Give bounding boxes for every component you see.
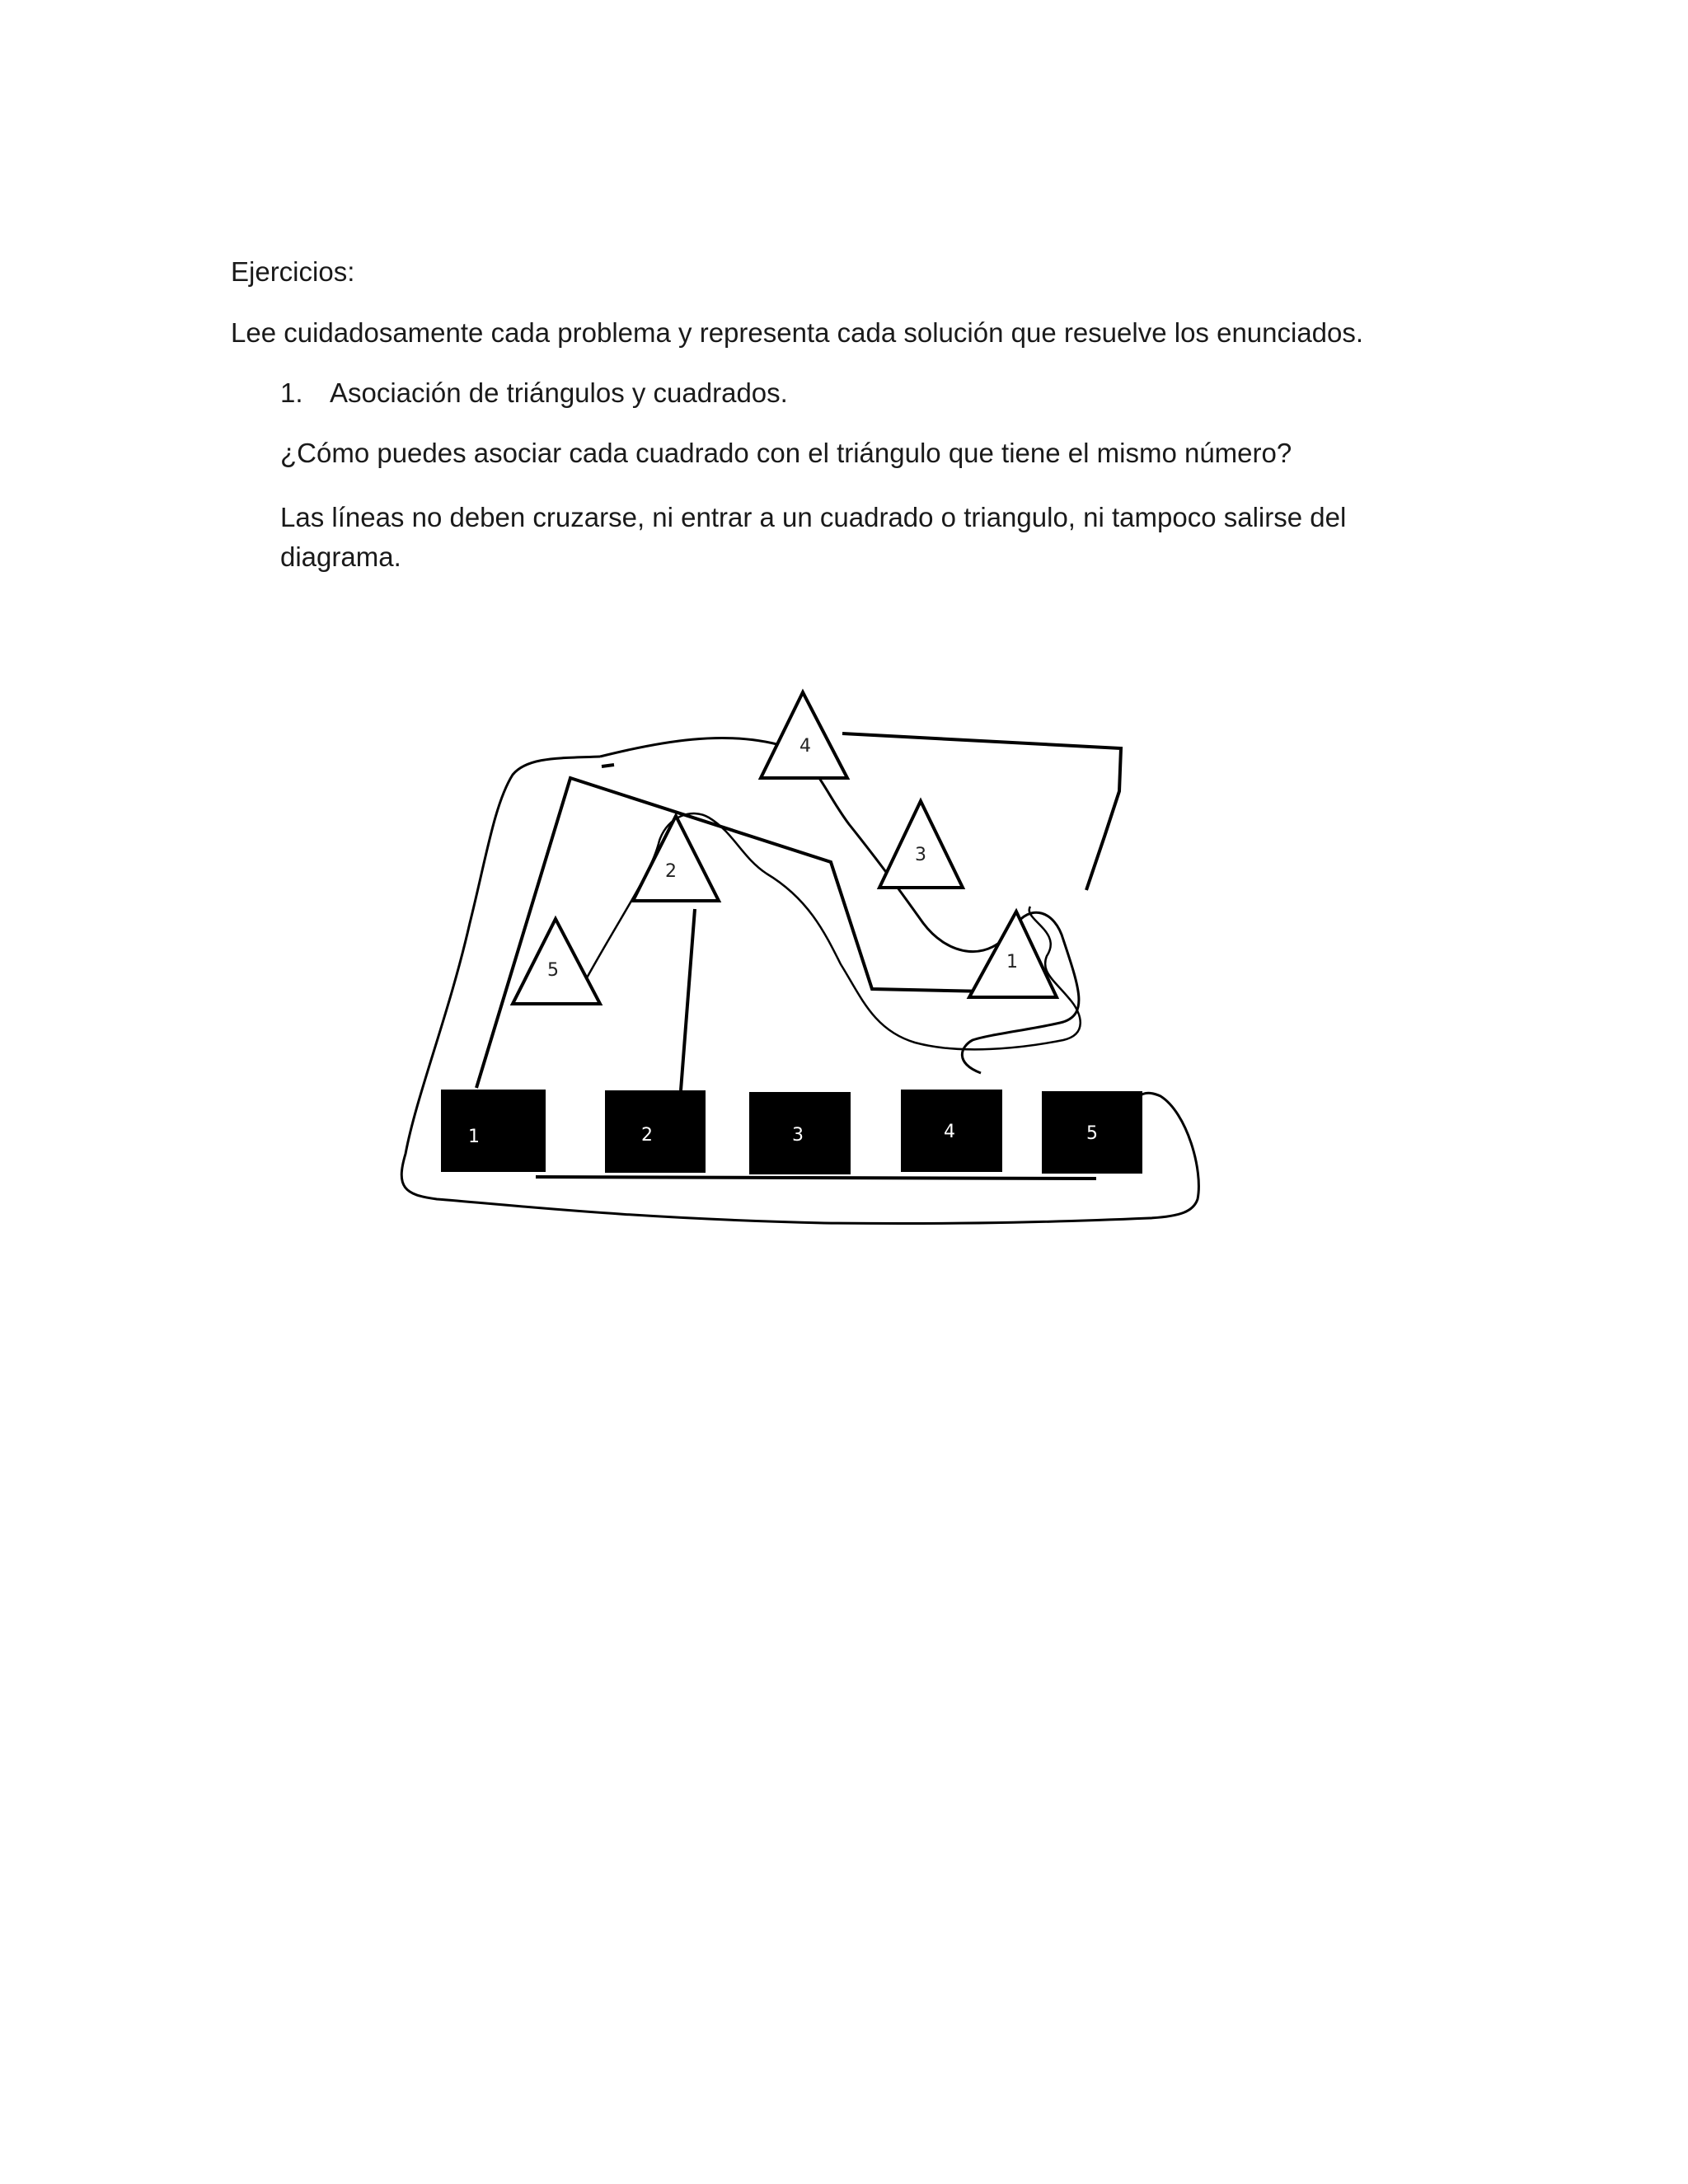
square-1 xyxy=(441,1090,546,1172)
triangle-3 xyxy=(879,801,963,888)
square-2-label: 2 xyxy=(641,1125,653,1146)
square-3 xyxy=(749,1092,851,1174)
square-4-label: 4 xyxy=(944,1122,955,1142)
square-5-label: 5 xyxy=(1086,1123,1098,1144)
freehand-inner-route xyxy=(600,738,1079,1073)
triangle-2-label: 2 xyxy=(665,861,677,882)
square-2 xyxy=(605,1090,706,1173)
list-item-number: 1. xyxy=(280,377,303,408)
triangle-5-label: 5 xyxy=(547,960,559,981)
exercise-question: ¿Cómo puedes asociar cada cuadrado con el triángulo que tiene el mismo número? xyxy=(280,438,1292,468)
square-1-label: 1 xyxy=(468,1127,480,1147)
square-3-label: 3 xyxy=(792,1125,804,1146)
instructions-text: Lee cuidadosamente cada problema y representa cada solución que resuelve los enunciados. xyxy=(231,317,1364,348)
baseline-under-squares xyxy=(536,1177,1096,1179)
exercise-heading: Ejercicios: xyxy=(231,256,355,287)
square-4 xyxy=(901,1090,1002,1172)
line-square2-to-triangle2 xyxy=(681,909,695,1090)
triangle-5 xyxy=(513,919,600,1004)
pencil-mark xyxy=(602,765,614,766)
triangle-3-label: 3 xyxy=(915,845,926,865)
triangle-4 xyxy=(761,692,847,778)
triangle-1-label: 1 xyxy=(1006,952,1018,972)
list-item-title: Asociación de triángulos y cuadrados. xyxy=(330,377,788,408)
exercise-rules: Las líneas no deben cruzarse, ni entrar a un cuadrado o triangulo, ni tampoco salirse del diagrama. xyxy=(280,502,1347,572)
line-triangle4-connector xyxy=(842,733,1121,890)
triangle-4-label: 4 xyxy=(799,736,811,757)
square-5 xyxy=(1042,1091,1142,1174)
triangle-1 xyxy=(969,912,1057,997)
triangle-2 xyxy=(633,816,719,901)
